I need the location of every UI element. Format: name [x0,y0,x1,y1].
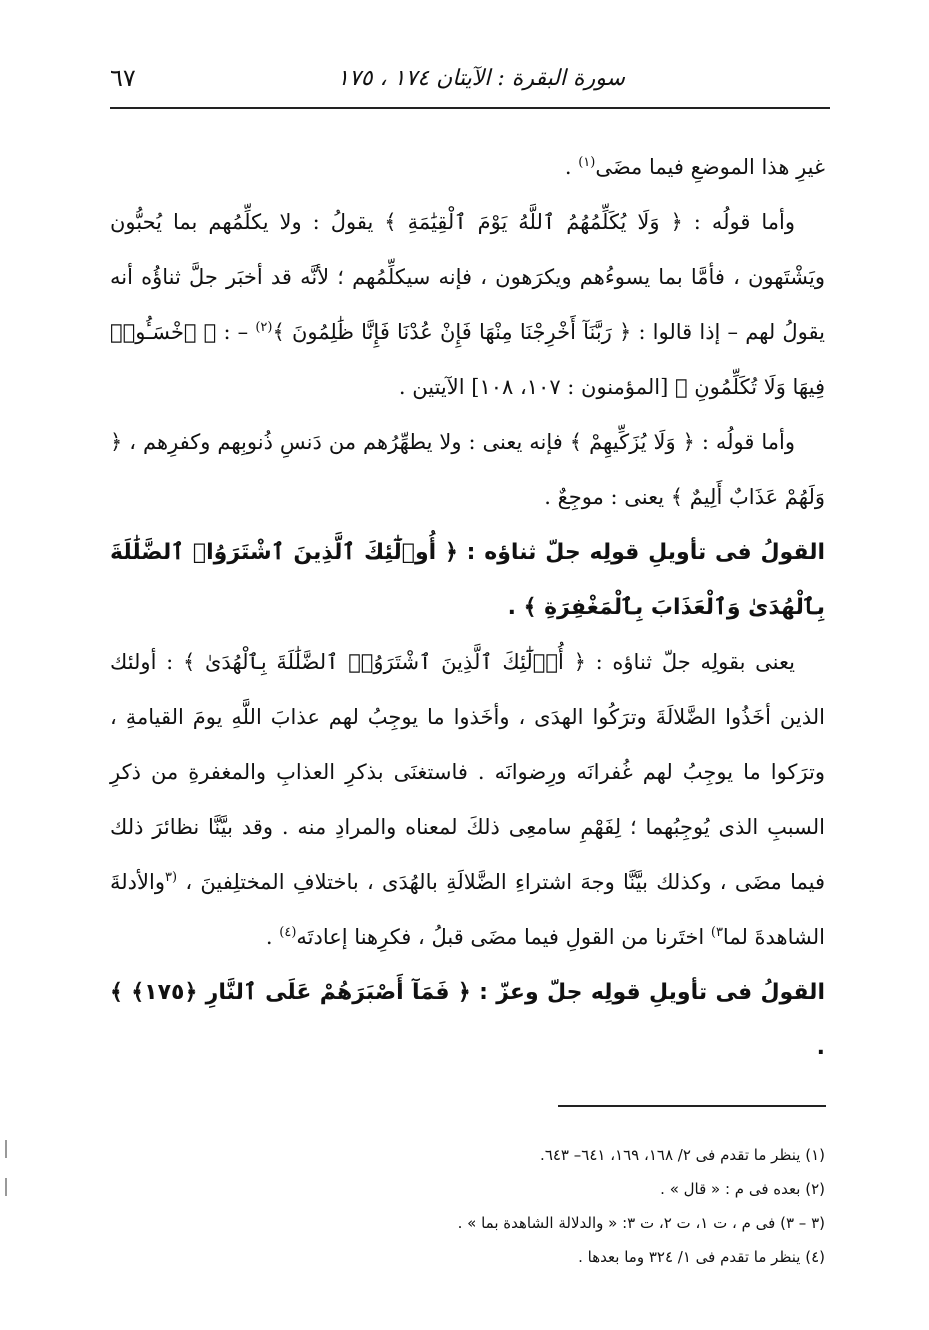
paragraph-1 [110,140,825,195]
header-rule [110,107,830,109]
running-title: سورة البقرة : الآيتان ١٧٤ ، ١٧٥ [337,66,625,91]
page-number: ٦٧ [110,64,136,92]
scan-edge-mark [5,1140,7,1158]
page-header [110,62,830,102]
paragraph-4 [110,635,825,965]
section-heading-1 [110,525,825,635]
footnotes [110,1138,825,1274]
paragraph-tail: اختَرنا من القولِ فيما مضَى قبلُ ، فكرِهنا إعادتَه [296,925,711,949]
footnote-ref: (١) [578,155,596,170]
section-heading-2 [110,965,825,1075]
paragraph-2 [110,195,825,415]
heading-text: القولُ فى تأويلِ قولِه جلّ وعزّ : ﴿ فَمَآ أَصْبَرَهُمْ عَلَى ٱلنَّارِ ﴿١٧٥﴾ ﴾ . [110,980,825,1060]
paragraph-tail: . [564,155,579,179]
paragraph-text: وأما قولُه : ﴿ وَلَا يُكَلِّمُهُمُ ٱللَّهُ يَوْمَ ٱلْقِيَٰمَةِ ﴾ يقولُ : ولا يكلِّمُهم بما يُحبُّون ويَشْتَهون ، فأمَّا بما يسوءُهم ويكرَهون ، فإنه سيكلِّمُهم ؛ لأنَّه قد أخبَر جلَّ ثناؤُه أنه يقولُ لهم – إذا قالوا : ﴿ رَبَّنَآ أَخْرِجْنَا مِنْهَا فَإِنْ عُدْنَا فَإِنَّا ظَٰلِمُونَ ﴾ [110,210,825,344]
footnote-ref: ٣) [710,925,723,940]
footnote-ref: (٣ [164,870,178,885]
heading-text: القولُ فى تأويلِ قولِه جلّ ثناؤه : ﴿ أُو۟لَٰٓئِكَ ٱلَّذِينَ ٱشْتَرَوُا۟ ٱلضَّلَٰلَةَ بِٱلْهُدَىٰ وَٱلْعَذَابَ بِٱلْمَغْفِرَةِ ﴾ . [110,540,825,620]
main-text [110,140,825,1075]
paragraph-tail: والأدلةَ الشاهدةَ لما [110,870,825,949]
paragraph-text: وأما قولُه : ﴿ وَلَا يُزَكِّيهِمْ ﴾ فإنه يعنى : ولا يطهِّرُهم من دَنسِ ذُنوبِهم وكفرِهم ، ﴿ وَلَهُمْ عَذَابٌ أَلِيمٌ ﴾ يعنى : موجِعٌ . [110,430,825,509]
footnote-2: (٢) بعده فى م : « قال » . [660,1180,825,1198]
paragraph-3 [110,415,825,525]
footnote-rule [558,1105,826,1107]
paragraph-tail: . [265,925,280,949]
paragraph-text: يعنى بقولِه جلّ ثناؤه : ﴿ أُو۟لَٰٓئِكَ ٱلَّذِينَ ٱشْتَرَوُا۟ ٱلضَّلَٰلَةَ بِٱلْهُدَىٰ ﴾ : أولئك الذين أخَذُوا الضَّلالَةَ وترَكُوا الهدَى ، وأخَذوا ما يوجِبُ لهم عذابَ اللَّهِ يومَ القيامةِ ، وترَكوا ما يوجِبُ لهم غُفرانَه ورِضوانَه . فاستغنَى بذكرِ العذابِ والمغفرةِ من ذكرِ السببِ الذى يُوجِبُهما ؛ لِفَهْمِ سامعِى ذلكَ لمعناه والمرادِ منه . وقد بيَّنَّا نظائرَ ذلك فيما مضَى ، وكذلك بيَّنَّا وجهَ اشتراءِ الضَّلالَةِ بالهُدَى ، باختلافِ المختلِفينَ ، [110,650,825,894]
paragraph-tail: – : ﴿ ٱخْسَـُٔوا۟ فِيهَا وَلَا تُكَلِّمُونِ ﴾ [المؤمنون : ١٠٧، ١٠٨] الآيتين . [110,320,825,399]
footnote-4: (٤) ينظر ما تقدم فى ١/ ٣٢٤ وما بعدها . [578,1248,825,1266]
footnote-1: (١) ينظر ما تقدم فى ٢/ ١٦٨، ١٦٩، ٦٤١– ٦٤٣. [540,1146,825,1164]
footnote-3: (٣ – ٣) فى م ، ت ١، ت ٢، ت ٣: « والدلالة الشاهدة بما » . [457,1214,825,1232]
scan-edge-mark [5,1178,7,1196]
footnote-ref: (٤) [279,925,297,940]
footnote-ref: (٢) [255,320,273,335]
paragraph-text: غيرِ هذا الموضعِ فيما مضَى [595,155,825,179]
